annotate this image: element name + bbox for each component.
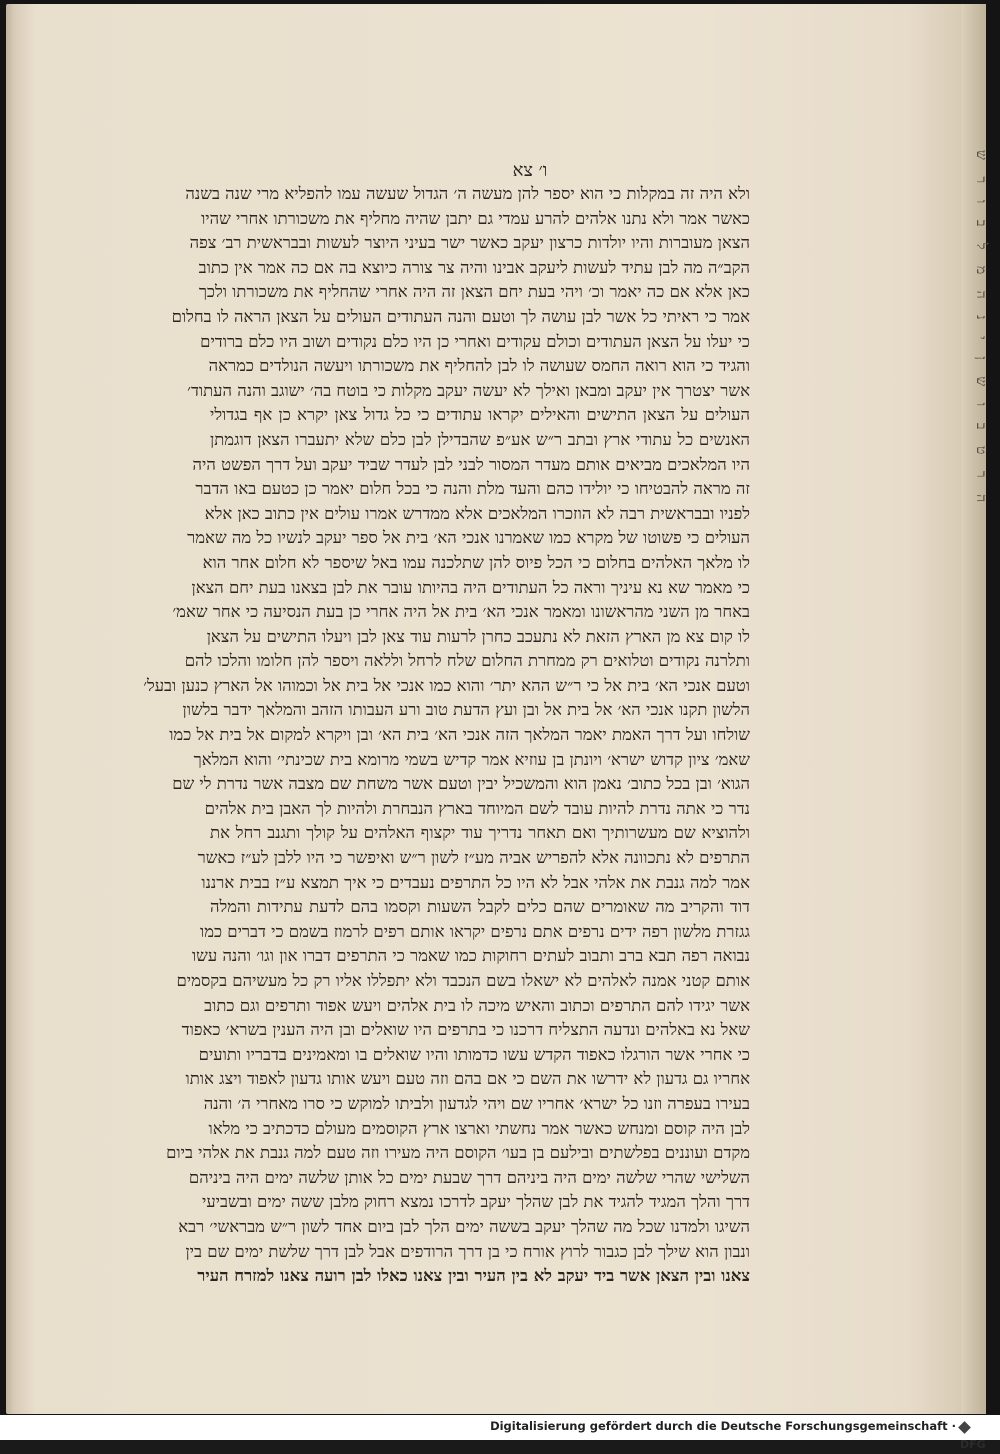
text-line: שאל נא באלהים ונדעה התצליח דרכנו כי בתרפים היו שואלים ובן היה הענין בשרא׳ כאפוד (181, 1020, 750, 1040)
dfg-logo (960, 1418, 994, 1451)
text-line: הגוא׳ ובן בכל כתוב׳ נאמן הוא והמשכיל יבין וטעם אשר משחת שם מצבה אשר נדרת לי שם (172, 774, 750, 794)
text-line: השיגו ולמדנו שכל מה שהלך יעקב בששה ימים הלך לבן ביום אחד לשון ר״ש מבראשי׳ רבא (178, 1216, 750, 1236)
hebrew-text-block (143, 182, 750, 1289)
text-line: ונבון הוא שילך לבן כגבור לרוץ אורח כי בן דרך הרודפים אבל לבן דרך שלשת ימים שם בין (185, 1241, 750, 1261)
dfg-logo-mark-icon (958, 1421, 971, 1434)
text-line: זה מראה להבטיחו כי יולידו כהם והעד מלת והנה כי בכל חלום יאמר כן כטעם באו הדבר (195, 479, 750, 499)
text-line: לבן היה קוסם ומנחש כאשר אמר נחשתי וארצו ארץ הקוסמים מעולם כדכתיב כי מלאו (208, 1118, 750, 1138)
text-line: שאמ׳ ציון קדוש ישרא׳ ויונתן בן עוזיא אמר קדיש בשמי מרומא בית שכינתי׳ והוא המלאך (193, 749, 750, 769)
text-line: נדר כי אתה נדרת להיות עובד לשם המיוחד בארץ הנבחרת ולהיות לך האבן בית אלהים (204, 798, 750, 818)
text-line: לו קום צא מן הארץ הזאת לא נתעכב כחרן לרעות עוד צאן לבן ויעלו התישים על הצאן (206, 626, 750, 646)
text-line: ותלרנה נקודים וטלואים רק ממחרת החלום שלח לרחל וללאה ויספר להן חלומו והלכו להם (184, 651, 750, 671)
text-line: באחר מן השני מהראשונו ומאמר אנכי הא׳ בית אל היה אחרי כן בעת הנסיעה כי אחר שאמ׳ (172, 602, 750, 622)
text-line: העולים על הצאן התישים והאילים יקראו עתודים כי כל גדול צאן יקרא כן אף בגדולי (210, 405, 750, 425)
text-line: דוד והקריב מה שאומרים שהם כלים לקבל השעות וקסמו בהם לדעת עתידות והמלה (210, 897, 750, 917)
text-line: הלשון תקנו אנכי הא׳ אל בית אל ובן ועץ הדעת טוב ורע העבותו הזהב והמלאך ידבר בלשון (182, 700, 750, 720)
text-line: שולחו ועל דרך האמת יאמר המלאך הזה אנכי הא׳ בית הא׳ ובן ויקרא למקום אל בית אל כמו (169, 725, 750, 745)
text-line: אמר למה גנבת את אלהי אבל לא היו כל התרפים נעבדים כי איך תמצא ע״ז בבית ארננו (201, 872, 750, 892)
text-line: כאן אלא אם כה יאמר וכ׳ ויהי בעת יחם הצאן זה היה אחרי שהחליף את משכורתו ולכך (198, 282, 750, 302)
text-line: ולהוציא שם מעשרותיך ואם תאחר נדריך עוד יקצוף האלהים על קולך ותגנב רחל את (210, 823, 750, 843)
text-line: לפניו ובבראשית רבה לא הוזכרו המלאכים אלא ממדרש אמרו עולים אין כתוב כאן אלא (204, 503, 750, 523)
text-line: הצאן מעוברות והיו יולדות כרצון יעקב כאשר ישר בעיני היוצר לעשות ובבראשית רב׳ צפה (189, 233, 750, 253)
text-line: אשר יצטרך אין יעקב ומבאן ואילך לא יעשה יעקב מקלות כי בוטח בה׳ ישוגב והנה העתוד׳ (187, 380, 750, 400)
text-line: גגזרת מלשון רפה ידים נרפים אתם נרפים יקראו אותם רפים לרמוז בשמם כי דברים כמו (199, 921, 750, 941)
text-line: והגיד כי הוא רואה החמס שעושה לו לבן להחליף את משכורתו ויעשה הנולדים כמראה (208, 356, 750, 376)
text-line: כי אחרי אשר הורגלו כאפוד הקדש עשו כדמותו והיו שואלים בו ומאמינים בדבריו ותועים (198, 1044, 750, 1064)
text-line: אמר כי ראיתי כל אשר לבן עושה לך וטעם והנה העתודים העולים על הצאן הראה לו בחלום (171, 306, 750, 326)
text-line: היו המלאכים מביאים אותם מעדר המסור לבני לבן לעדר שביד יעקב ועל דרך הפשט היה (192, 454, 750, 474)
text-line: כי יעלו על הצאן העתודים וכולם עקודים ואחרי כן היו כלם נקודים ושוב היו כלם ברודים (200, 331, 750, 351)
text-line: מקדם ועוננים בפלשתים ובילעם בן בעו׳ הקוסם היה מעירו וזה טעם למה גנבת את אלהי ביום (166, 1143, 750, 1163)
text-line: ולא היה זה במקלות כי הוא יספר להן מעשה ה׳ הגדול שעשה עמו להפליא מרי שנה בשנה (185, 184, 750, 203)
text-line: אחריו גם גדעון לא ידרשו את השם כי אם בהם וזה טעם ויעש אותו גדעון לאפוד ויצג אותו (185, 1069, 750, 1089)
text-line: כאשר אמר ולא נתנו אלהים להרע עמדי גם יתבן שהיה מחליף את משכורתו אחרי שהיו (201, 208, 750, 228)
adjacent-page-edge-text: ה ר ט ב ו ש ן י נ ה מ ל ב ו ר ש (973, 150, 989, 509)
text-line: הקב״ה מה לבן עתיד לעשות ליעקב אבינו והיה צר צורה כיוצא בה אם כה אמר אין כתוב (198, 257, 750, 277)
text-line: השלישי שהרי שלשה ימים היה ביניהם דרך שבעת ימים כל אותן שלשה ימים היה ביניהם (188, 1167, 750, 1187)
text-line: האנשים כל עתודי ארץ ובתב ר״ש אע״פ שהבדילן לבן כלם שלא יתעברו הצאן דוגמתן (210, 429, 750, 449)
text-line: וטעם אנכי הא׳ בית אל כי ר״ש ההא יתר׳ והוא כמו אנכי אל בית אל וכמוהו אל הארץ כנען ובעל׳ (143, 675, 750, 695)
text-line: דרך והלך המגיד להגיד את לבן שהלך יעקב לדרכו נמצא רחוק מלבן ששה ימים ובשביעי (202, 1192, 750, 1212)
digitization-credit: Digitalisierung gefördert durch die Deutsche Forschungsgemeinschaft · (490, 1419, 956, 1433)
text-line: העולים כי פשוטו של מקרא כמו שאמרנו אנכי הא׳ בית אל ספר יעקב לנשיו כל מה שאמר (187, 528, 750, 548)
text-line: צאנו ובין הצאן אשר ביד יעקב לא בין העיר ובין צאנו כאלו לבן רועה צאנו למזרח העיר (197, 1266, 750, 1286)
text-line: אותם קטני אמנה לאלהים לא ישאלו בשם הנכבד ולא יתפללו אליו רק כל מעשיהם בקסמים (176, 971, 750, 990)
text-line: לו מלאך האלהים בחלום כי הכל פיוס להן שתלכנה עמו באל שיספר לא חלום אחר הוא (202, 552, 750, 572)
text-line: נבואה רפה תבא ברב ותבוב לעתים רחוקות כמו שאמר כי התרפים דברו און וגו׳ והנה עשו (191, 946, 750, 966)
folio-number: ו׳ צא (512, 160, 548, 181)
text-line: התרפים לא נתכוונה אלא להפריש אביה מע״ז לשון ר״ש ואיפשר כי היו ללבן לע״ז כאשר (197, 848, 750, 868)
text-line: כי מאמר שא נא עיניך וראה כל העתודים היה בהיותו עובר את לבן בצאנו בעת יחם הצאן (191, 577, 750, 597)
text-line: אשר יגידו להם התרפים וכתוב והאיש מיכה לו בית אלהים ויעש אפוד ותרפים וגם כתוב (204, 995, 750, 1015)
dfg-logo-text: DFG (960, 1438, 986, 1451)
text-line: בעירו בעפרה וזנו כל ישרא׳ אחריו שם ויהי לגדעון ולביתו למוקש כי סרו מאחרי ה׳ והנה (203, 1093, 750, 1113)
